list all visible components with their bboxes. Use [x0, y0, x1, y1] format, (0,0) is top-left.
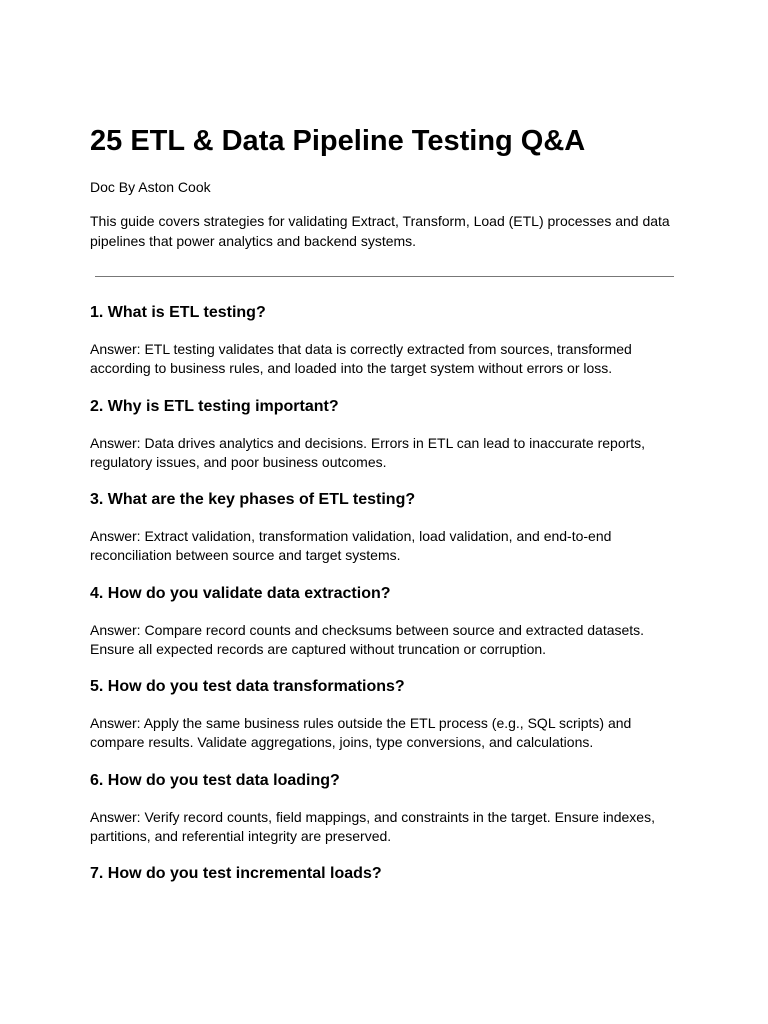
question-heading: 1. What is ETL testing? — [90, 304, 266, 321]
qa-item — [90, 771, 680, 865]
document-intro: This guide covers strategies for validating Extract, Transform, Load (ETL) processes and data pipelines that power analytics and backend systems. — [90, 213, 670, 249]
question-heading: 5. How do you test data transformations? — [90, 678, 405, 695]
answer-text: Answer: Compare record counts and checksums between source and extracted datasets. Ensure all expected records are captured without truncation or corruption. — [90, 621, 645, 657]
question-heading: 6. How do you test data loading? — [90, 771, 340, 789]
answer-text: Answer: Apply the same business rules outside the ETL process (e.g., SQL scripts) and compare results. Validate aggregations, joins, type conversions, and calculations. — [90, 715, 632, 750]
question-heading: 3. What are the key phases of ETL testing? — [90, 491, 416, 508]
qa-item — [90, 303, 680, 397]
answer-text: Answer: Verify record counts, field mappings, and constraints in the target. Ensure indexes, partitions, and referential integrity are preserved. — [90, 808, 655, 844]
qa-item — [90, 584, 680, 678]
question-heading: 4. How do you validate data extraction? — [90, 584, 391, 602]
answer-text: Answer: ETL testing validates that data is correctly extracted from sources, transformed according to business rules, and loaded into the target system without errors or loss. — [90, 341, 632, 376]
qa-list — [90, 303, 680, 958]
question-heading: 7. How do you test incremental loads? — [90, 865, 382, 882]
document-title: 25 ETL & Data Pipeline Testing Q&A — [90, 125, 586, 157]
answer-text: Answer: Extract validation, transformation validation, load validation, and end-to-end reconciliation between source and target systems. — [90, 528, 612, 563]
question-heading: 2. Why is ETL testing important? — [90, 397, 339, 415]
qa-item — [90, 864, 680, 958]
qa-item — [90, 490, 680, 584]
horizontal-divider — [95, 276, 674, 277]
qa-item — [90, 397, 680, 491]
document-author: Doc By Aston Cook — [90, 179, 211, 195]
qa-item — [90, 677, 680, 771]
answer-text: Answer: Data drives analytics and decisions. Errors in ETL can lead to inaccurate reports, regulatory issues, and poor business outcomes. — [90, 434, 646, 470]
